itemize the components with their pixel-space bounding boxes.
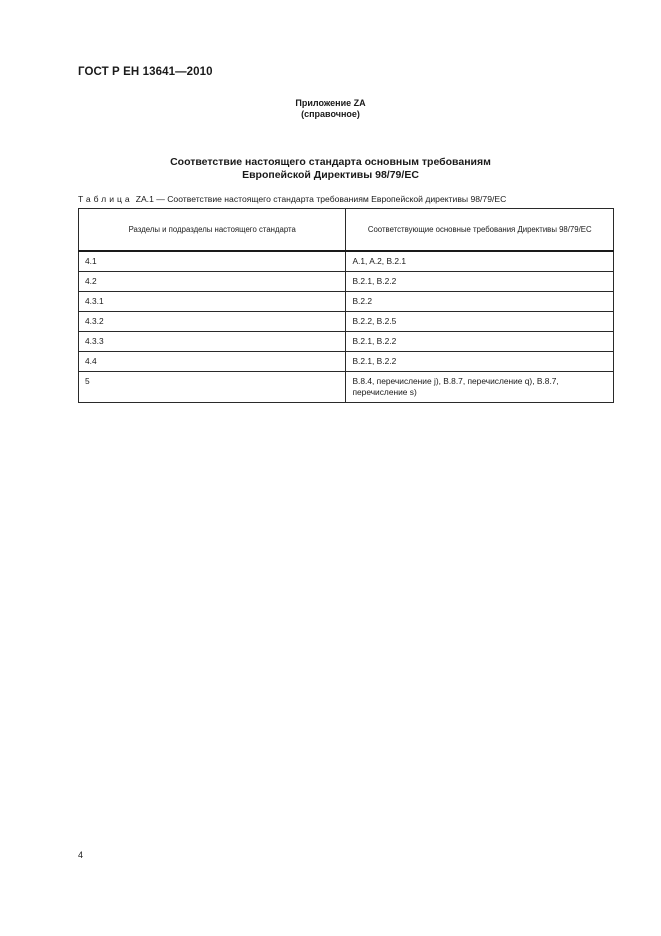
table-cell-section: 5 [79,372,346,403]
table-cell-section: 4.4 [79,352,346,372]
table-caption [78,194,506,204]
column-header-requirements: Соответствующие основные требования Директивы 98/79/ЕС [346,209,614,252]
section-title-line-2: Европейской Директивы 98/79/ЕС [242,169,419,181]
table-cell-section: 4.3.2 [79,312,346,332]
table-cell-requirements: B.2.1, B.2.2 [346,272,614,292]
table-cell-section: 4.1 [79,251,346,272]
table-cell-requirements: B.2.2 [346,292,614,312]
column-header-sections: Разделы и подразделы настоящего стандарта [79,209,346,252]
table-header-row [79,209,614,252]
section-title [0,156,661,182]
page-number: 4 [78,850,84,860]
table-cell-requirements: B.2.2, B.2.5 [346,312,614,332]
table-row [79,372,614,403]
table-caption-prefix: Таблица [78,194,133,204]
correspondence-table [78,208,614,403]
table-row [79,292,614,312]
annex-title: Приложение ZA [295,98,366,108]
table-cell-section: 4.3.1 [79,292,346,312]
table-row [79,332,614,352]
table-cell-section: 4.2 [79,272,346,292]
annex-heading [0,98,661,120]
table-cell-requirements: B.8.4, перечисление j), B.8.7, перечисление q), B.8.7, перечисление s) [346,372,614,403]
table-cell-requirements: B.2.1, B.2.2 [346,352,614,372]
document-header: ГОСТ Р ЕН 13641—2010 [78,66,213,78]
table-cell-requirements: A.1, A.2, B.2.1 [346,251,614,272]
table-row [79,312,614,332]
section-title-line-1: Соответствие настоящего стандарта основным требованиям [170,156,491,168]
table-row [79,352,614,372]
table-cell-requirements: B.2.1, B.2.2 [346,332,614,352]
table-caption-text: ZA.1 — Соответствие настоящего стандарта требованиям Европейской директивы 98/79/ЕС [135,194,507,204]
annex-status: (справочное) [301,109,360,119]
table-row [79,272,614,292]
table-cell-section: 4.3.3 [79,332,346,352]
table-row [79,251,614,272]
